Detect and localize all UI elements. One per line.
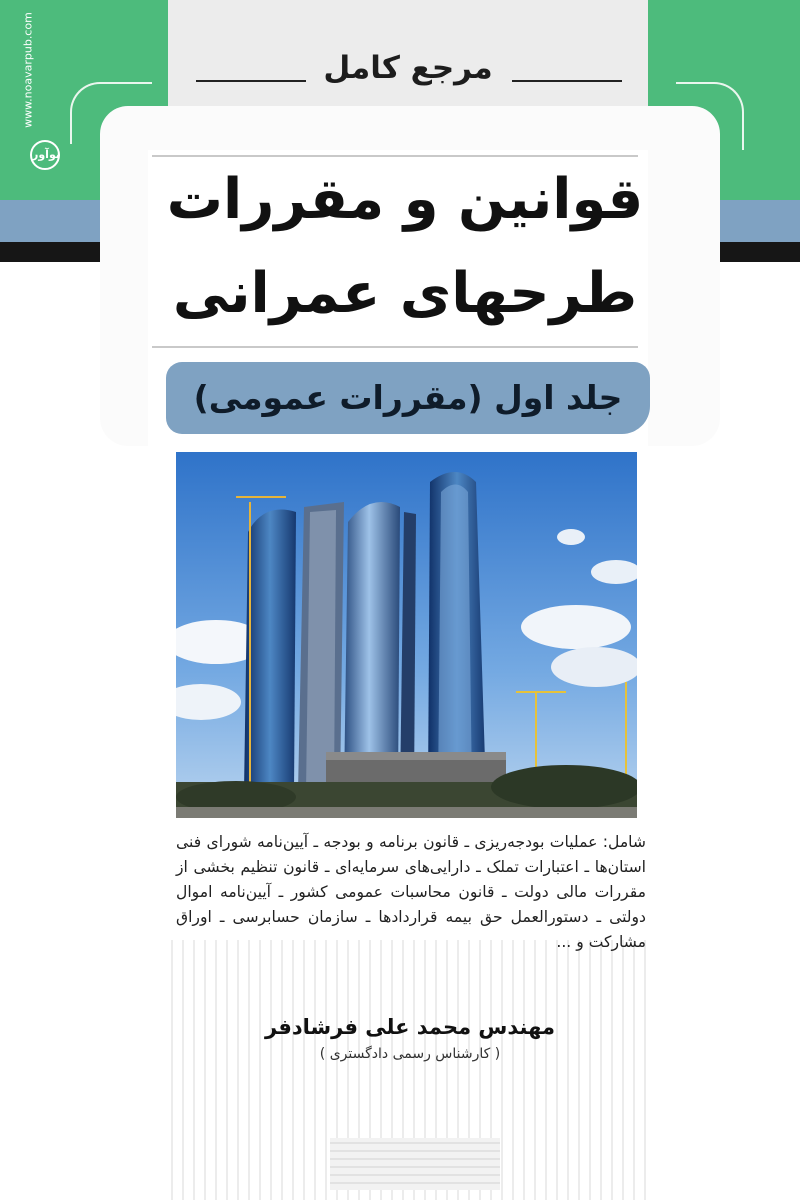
volume-badge: جلد اول (مقررات عمومی)	[166, 362, 650, 434]
publisher-logo-icon: نوآور	[30, 140, 60, 170]
title-rule-top	[152, 155, 638, 157]
contents-description: شامل: عملیات بودجه‌ریزی ـ قانون برنامه و بودجه ـ آیین‌نامه شورای فنی استان‌ها ـ اعتبارات تملک ـ دارایی‌های سرمایه‌ای ـ قانون تنظیم بخشی از مقررات مالی دولت ـ قانون محاسبات عمومی کشور ـ آیین‌نامه اموال دولتی ـ دستورالعمل حق بیمه قراردادها ـ سازمان حسابرسی ـ اوراق مشارکت و ...	[176, 833, 646, 951]
cover-photo	[176, 452, 637, 818]
reference-label: مرجع کامل	[323, 50, 493, 86]
book-title-line2: طرحهای عمرانی	[172, 261, 638, 326]
publisher-website: www.noavarpub.com	[21, 12, 35, 128]
title-rule-bottom	[152, 346, 638, 348]
book-title-line1: قوانین و مقررات	[166, 167, 644, 232]
bottom-stamp	[330, 1138, 500, 1190]
author-title: ( کارشناس رسمی دادگستری )	[319, 1046, 501, 1062]
skyscraper-towers-icon	[176, 452, 637, 818]
author-name: مهندس محمد علی فرشادفر	[265, 1015, 555, 1039]
